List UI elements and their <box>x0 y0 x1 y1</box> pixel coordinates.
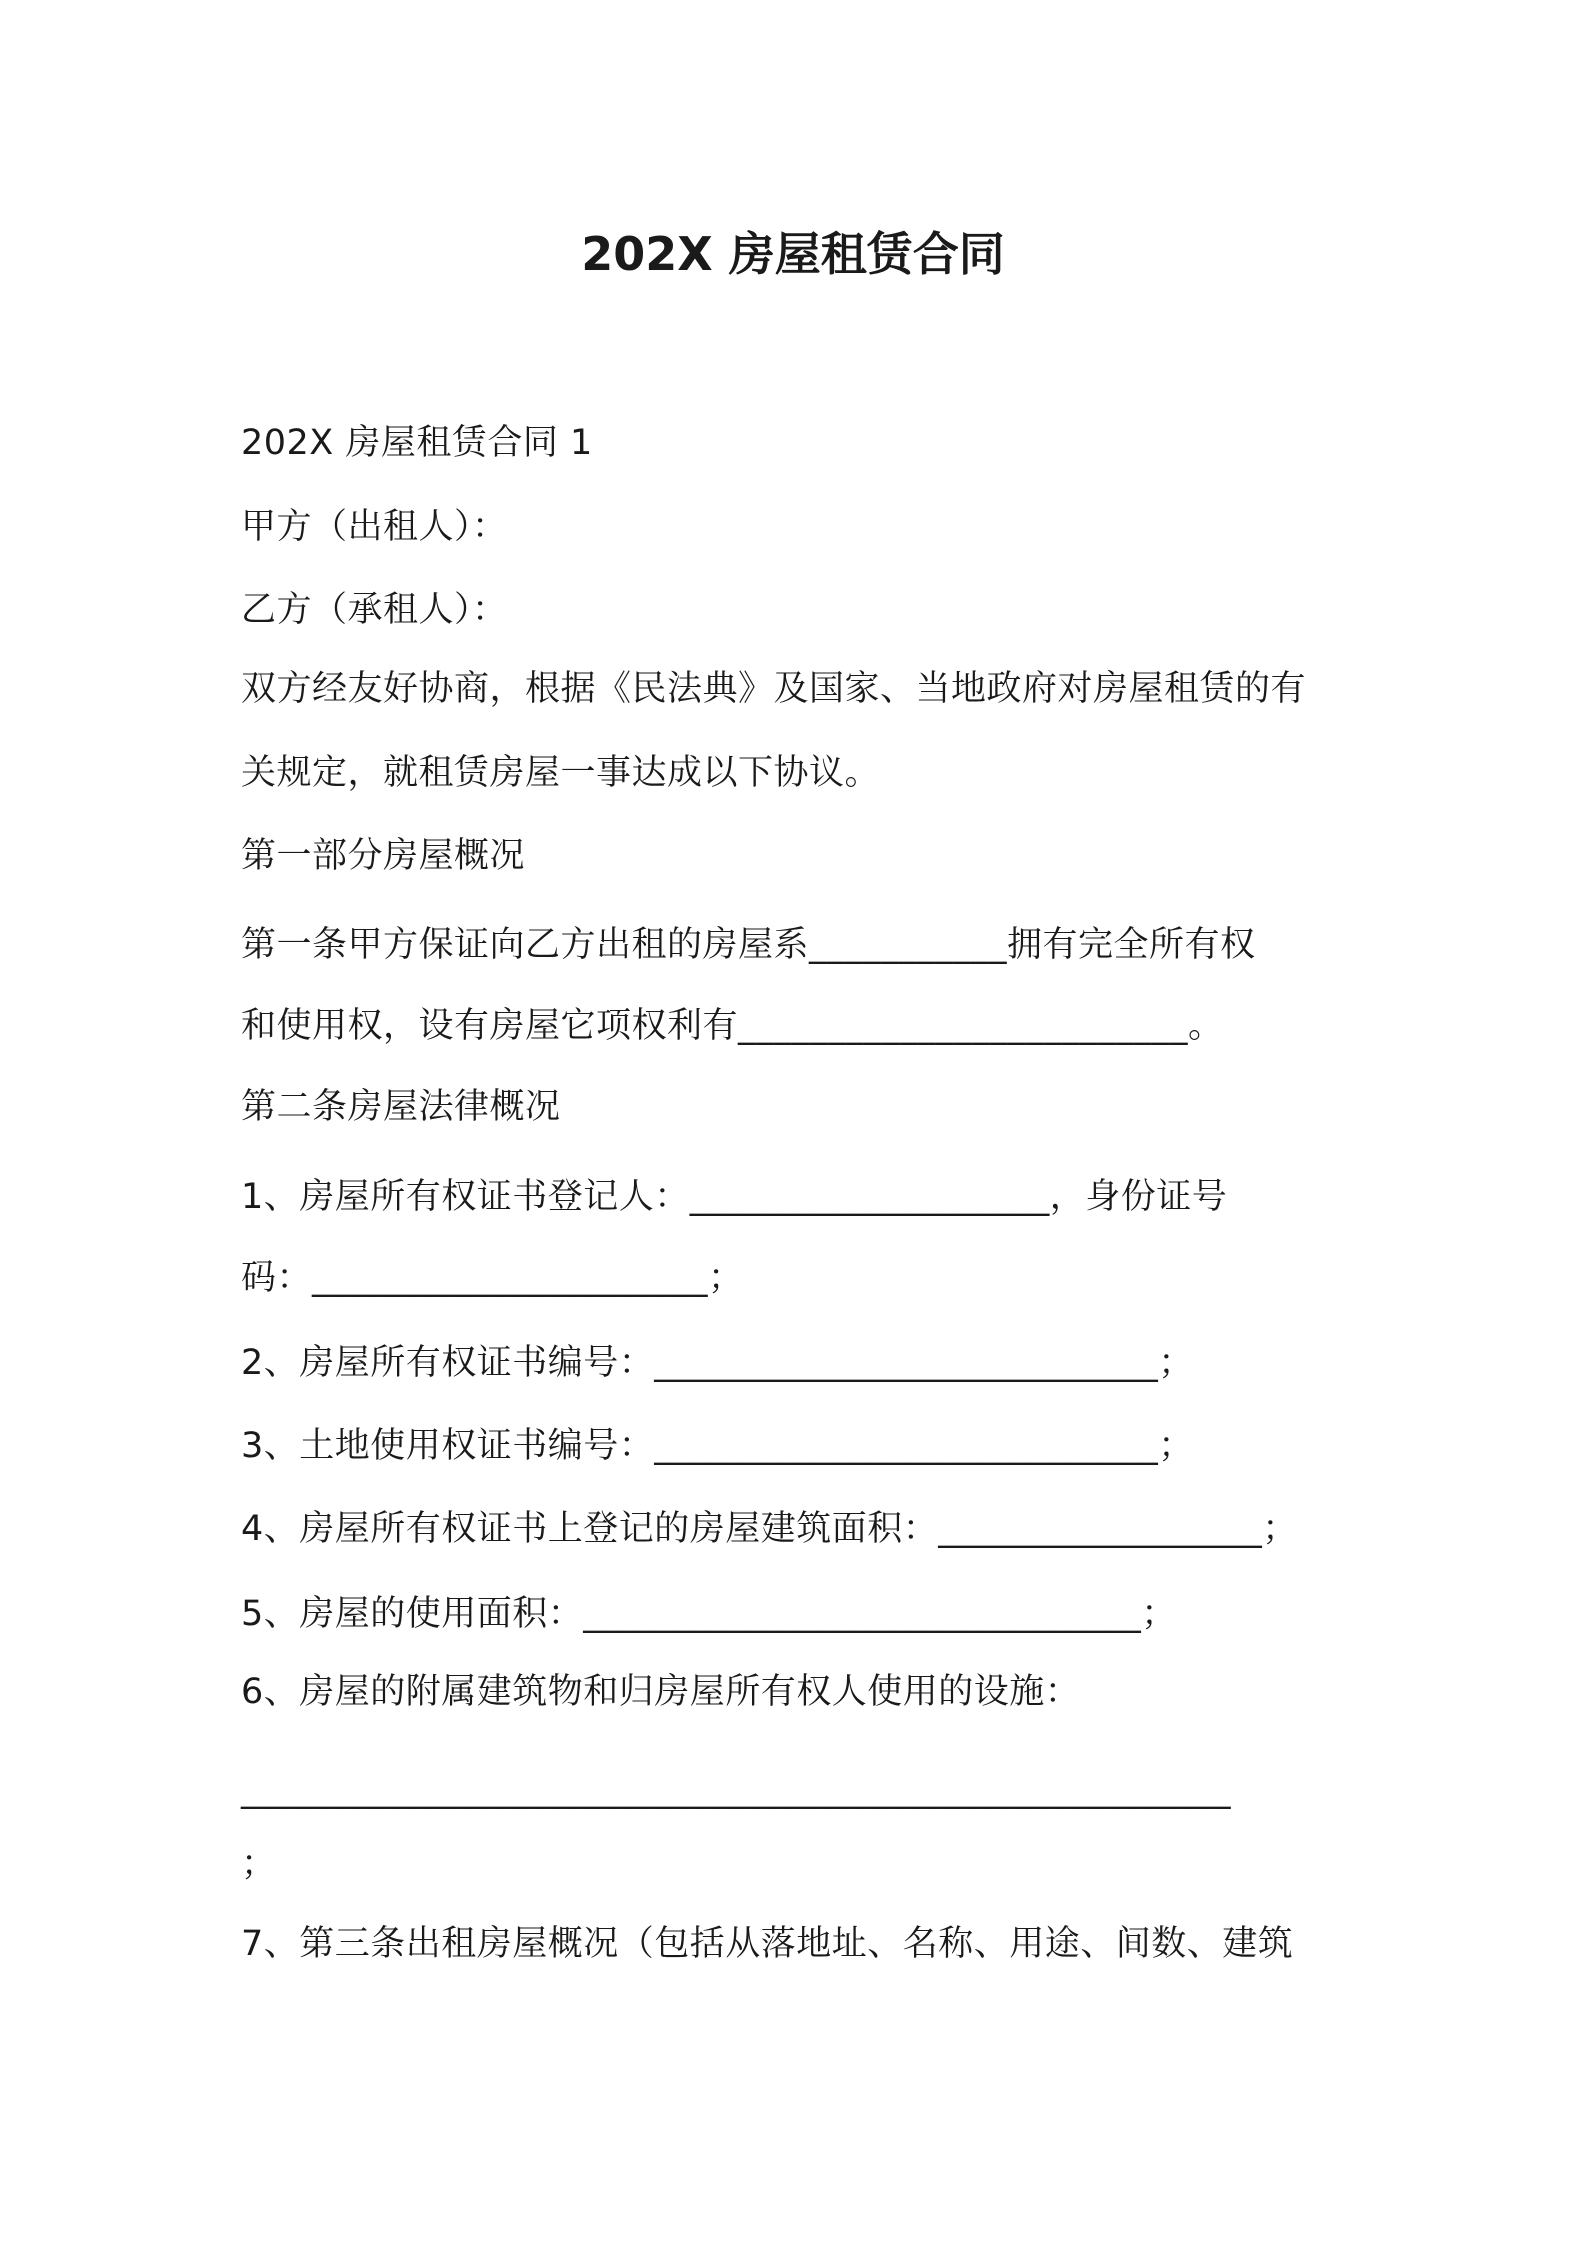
item-5-line: 5、房屋的使用面积：_______________________________； <box>241 1594 1177 1634</box>
part-one-heading: 第一部分房屋概况 <box>241 836 526 876</box>
item-6-line: 6、房屋的附属建筑物和归房屋所有权人使用的设施： <box>241 1672 1081 1712</box>
item-4-line: 4、房屋所有权证书上登记的房屋建筑面积：__________________； <box>241 1509 1298 1549</box>
article-two-heading: 第二条房屋法律概况 <box>241 1087 561 1127</box>
article-one-line-2: 和使用权，设有房屋它项权利有_________________________。 <box>241 1006 1224 1046</box>
party-b-line: 乙方（承租人）： <box>241 590 508 630</box>
preamble-line-1: 双方经友好协商，根据《民法典》及国家、当地政府对房屋租赁的有 <box>241 669 1307 709</box>
document-title: 202X 房屋租赁合同 <box>581 227 1005 281</box>
item-6-blank-line: _______________________________________________________ <box>241 1770 1231 1810</box>
item-1-line-2: 码：______________________； <box>241 1258 744 1298</box>
item-6-end-line: ； <box>241 1844 277 1884</box>
item-7-line: 7、第三条出租房屋概况（包括从落地址、名称、用途、间数、建筑 <box>241 1924 1294 1964</box>
item-2-line: 2、房屋所有权证书编号：____________________________； <box>241 1343 1194 1383</box>
contract-heading: 202X 房屋租赁合同 1 <box>241 423 593 463</box>
party-a-line: 甲方（出租人）： <box>241 507 508 547</box>
article-one-line-1: 第一条甲方保证向乙方出租的房屋系___________拥有完全所有权 <box>241 925 1256 965</box>
item-3-line: 3、土地使用权证书编号：____________________________； <box>241 1426 1194 1466</box>
item-1-line-1: 1、房屋所有权证书登记人：____________________，身份证号 <box>241 1177 1228 1217</box>
preamble-line-2: 关规定，就租赁房屋一事达成以下协议。 <box>241 753 881 793</box>
